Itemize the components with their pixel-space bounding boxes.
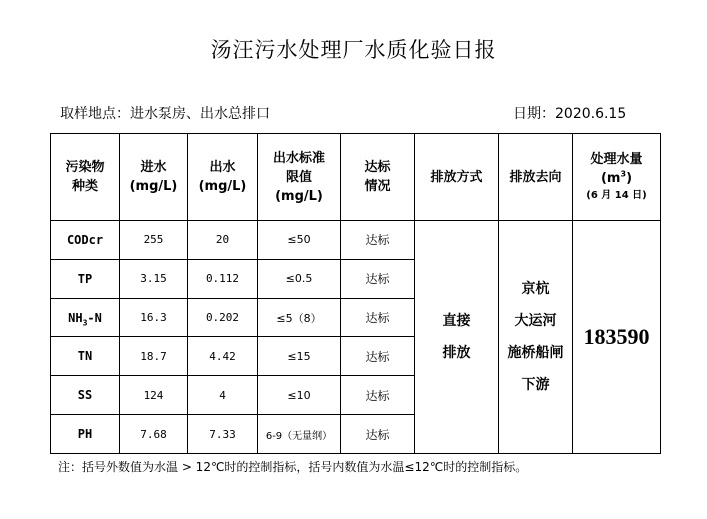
status-cell: 达标 <box>341 259 415 298</box>
header-volume-label: 处理水量 <box>590 152 643 167</box>
effluent-cell: 20 <box>188 221 258 260</box>
header-volume-unit <box>573 169 660 188</box>
pollutant-cell: TP <box>51 259 120 298</box>
header-discharge-method: 排放方式 <box>415 134 499 221</box>
discharge-method-line1: 直接 <box>442 313 471 329</box>
report-date: 日期：2020.6.15 <box>513 106 627 122</box>
status-cell: 达标 <box>341 298 415 337</box>
destination-line3: 施桥船闸 <box>507 345 564 361</box>
standard-cell: ≤0.5 <box>258 259 341 298</box>
influent-cell: 18.7 <box>120 337 188 376</box>
discharge-destination-cell <box>499 221 573 454</box>
unit-suffix: ) <box>626 171 633 186</box>
header-standard <box>258 134 341 221</box>
footnote: 注：括号外数值为水温 > 12℃时的控制指标，括号内数值为水温≤12℃时的控制指标。 <box>58 460 528 474</box>
pollutant-cell: PH <box>51 415 120 454</box>
destination-line2: 大运河 <box>514 313 557 329</box>
header-volume <box>573 134 661 221</box>
header-row <box>51 134 661 221</box>
report-title: 汤汪污水处理厂水质化验日报 <box>210 38 497 62</box>
influent-cell: 124 <box>120 376 188 415</box>
header-compliance-line2: 情况 <box>364 179 391 194</box>
influent-cell: 7.68 <box>120 415 188 454</box>
header-pollutant-line1: 污染物 <box>65 160 105 175</box>
standard-cell: 6-9（无量纲） <box>258 415 341 454</box>
influent-cell: 16.3 <box>120 298 188 337</box>
pollutant-main: NH <box>68 310 83 325</box>
unit-superscript: 3 <box>620 169 627 179</box>
header-volume-date: (6 月 14 日) <box>586 190 647 201</box>
effluent-cell: 0.202 <box>188 298 258 337</box>
standard-cell: ≤15 <box>258 337 341 376</box>
status-cell: 达标 <box>341 337 415 376</box>
pollutant-subscript: 3 <box>82 317 88 327</box>
header-effluent <box>188 134 258 221</box>
discharge-method-line2: 排放 <box>442 345 471 361</box>
status-cell: 达标 <box>341 415 415 454</box>
header-influent-line1: 进水 <box>140 160 167 175</box>
header-standard-unit: (mg/L) <box>275 188 323 204</box>
pollutant-cell: CODcr <box>51 221 120 260</box>
pollutant-cell <box>51 298 120 337</box>
pollutant-tail: -N <box>87 310 102 325</box>
destination-line1: 京杭 <box>521 281 550 297</box>
header-influent-unit: (mg/L) <box>129 179 178 194</box>
standard-cell: ≤5（8） <box>258 298 341 337</box>
sampling-location: 取样地点：进水泵房、出水总排口 <box>60 106 270 122</box>
header-pollutant-line2: 种类 <box>71 179 98 194</box>
discharge-method-cell <box>415 221 499 454</box>
table-row <box>51 221 661 260</box>
standard-cell: ≤50 <box>258 221 341 260</box>
header-compliance <box>341 134 415 221</box>
pollutant-cell: TN <box>51 337 120 376</box>
header-discharge-destination: 排放去向 <box>499 134 573 221</box>
influent-cell: 3.15 <box>120 259 188 298</box>
header-effluent-line1: 出水 <box>209 160 236 175</box>
treated-volume-value: 183590 <box>573 221 661 454</box>
destination-line4: 下游 <box>521 377 550 393</box>
effluent-cell: 4 <box>188 376 258 415</box>
header-standard-line1: 出水标准 <box>272 150 325 166</box>
water-quality-table <box>50 133 661 454</box>
header-compliance-line1: 达标 <box>364 160 391 175</box>
effluent-cell: 7.33 <box>188 415 258 454</box>
effluent-cell: 4.42 <box>188 337 258 376</box>
influent-cell: 255 <box>120 221 188 260</box>
header-effluent-unit: (mg/L) <box>198 179 247 194</box>
unit-prefix: (m <box>600 171 621 186</box>
header-standard-line2: 限值 <box>285 169 312 185</box>
status-cell: 达标 <box>341 221 415 260</box>
header-pollutant <box>51 134 120 221</box>
pollutant-cell: SS <box>51 376 120 415</box>
header-influent <box>120 134 188 221</box>
standard-cell: ≤10 <box>258 376 341 415</box>
status-cell: 达标 <box>341 376 415 415</box>
effluent-cell: 0.112 <box>188 259 258 298</box>
